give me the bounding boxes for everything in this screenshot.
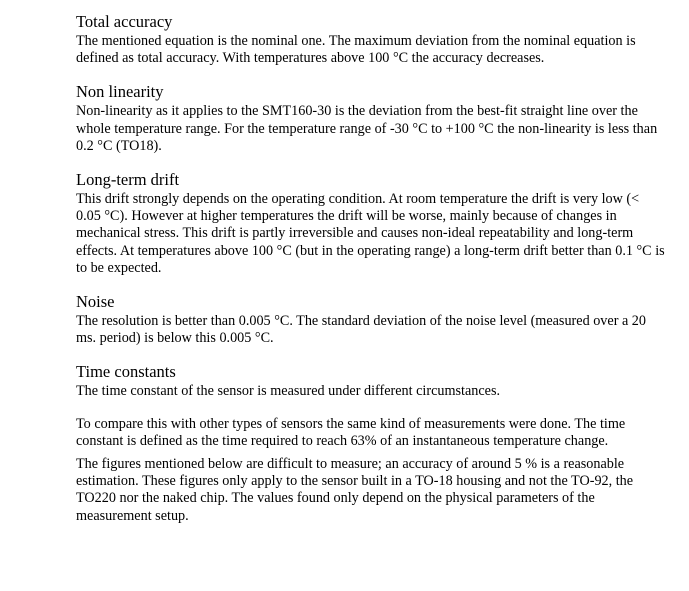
section-paragraph: The resolution is better than 0.005 °C. The standard deviation of the noise level (measured over a 20 ms. period) is below this 0.005 °C. (76, 313, 646, 347)
section-paragraph: To compare this with other types of sensors the same kind of measurements were done. The time constant is defined as the time required to reach 63% of an instantaneous temperature change. (76, 415, 626, 449)
section-total-accuracy (76, 12, 666, 67)
section-paragraph: This drift strongly depends on the operating condition. At room temperature the drift is very low (< 0.05 °C). However at higher temperatures the drift will be worse, mainly because of changes in mechanical stress. This drift is partly irreversible and causes non-ideal repeatability and long-term effects. At temperatures above 100 °C (but in the operating range) a long-term drift better than 0.1 °C is to be expected. (76, 191, 665, 276)
section-heading: Time constants (76, 362, 176, 382)
section-heading: Non linearity (76, 82, 164, 102)
section-long-term-drift (76, 170, 666, 277)
document-page (76, 12, 666, 525)
section-heading: Noise (76, 292, 115, 312)
section-paragraph: Non-linearity as it applies to the SMT160-30 is the deviation from the best-fit straight line over the whole temperature range. For the temperature range of -30 °C to +100 °C the non-linearity is less than 0.2 °C (TO18). (76, 103, 658, 154)
section-noise (76, 292, 666, 347)
section-paragraph: The figures mentioned below are difficult to measure; an accuracy of around 5 % is a reasonable estimation. These figures only apply to the sensor built in a TO-18 housing and not the TO-92, the TO220 nor the naked chip. The values found only depend on the physical parameters of the measurement setup. (76, 456, 634, 524)
section-time-constants (76, 362, 666, 524)
section-paragraph: The time constant of the sensor is measured under different circumstances. (76, 383, 501, 400)
section-heading: Total accuracy (76, 12, 173, 31)
section-heading: Long-term drift (76, 170, 180, 190)
section-non-linearity (76, 82, 666, 155)
section-paragraph: The mentioned equation is the nominal one. The maximum deviation from the nominal equation is defined as total accuracy. With temperatures above 100 °C the accuracy decreases. (76, 33, 636, 67)
